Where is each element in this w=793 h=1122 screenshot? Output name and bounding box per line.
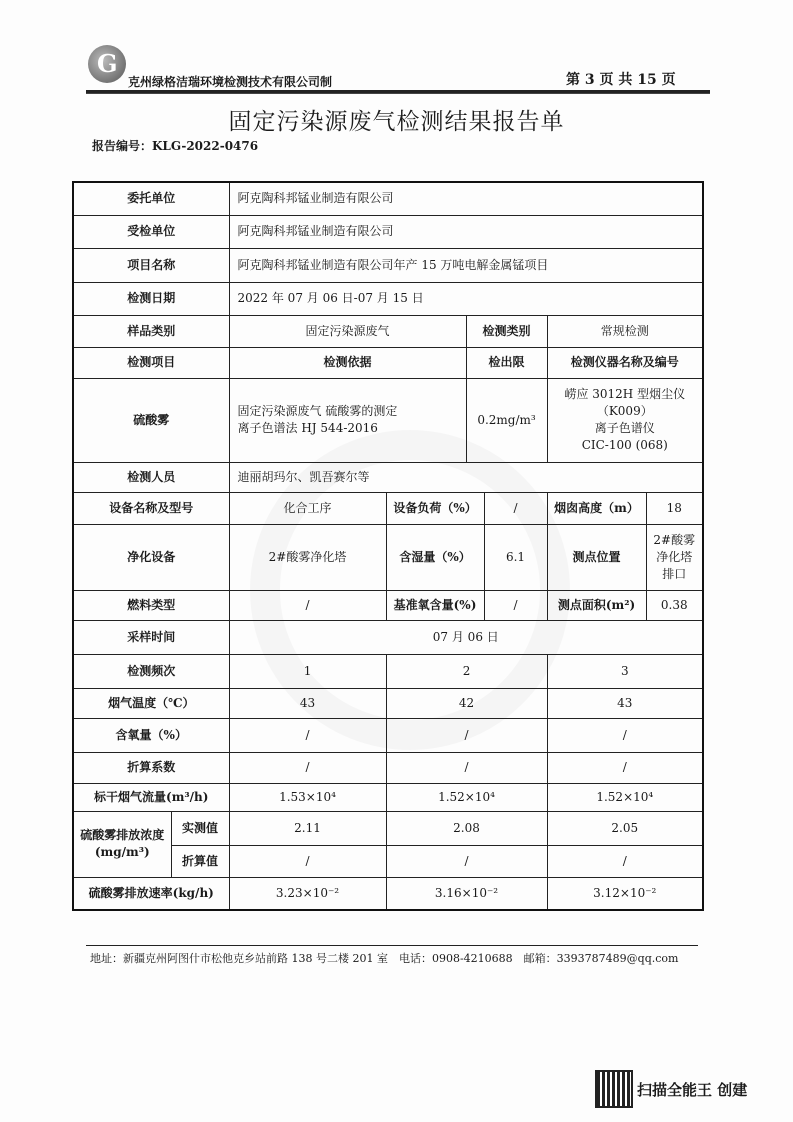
- ref-oxygen-value: /: [484, 590, 547, 620]
- area-label: 测点面积(m²): [547, 590, 646, 620]
- project-label: 项目名称: [73, 248, 229, 282]
- flow-value: 1.52×10⁴: [386, 783, 547, 811]
- measured-value: 2.05: [547, 811, 703, 845]
- header-rule: [86, 90, 710, 94]
- staff-label: 检测人员: [73, 462, 229, 492]
- scanner-watermark: 扫描全能王 创建: [637, 1081, 748, 1099]
- load-value: /: [484, 492, 547, 524]
- sampling-time-value: 07 月 06 日: [229, 620, 703, 654]
- project-value: 阿克陶科邦锰业制造有限公司年产 15 万吨电解金属锰项目: [229, 248, 703, 282]
- page-number: 第 3 页 共 15 页: [566, 72, 676, 88]
- ref-oxygen-label: 基准氧含量(%): [386, 590, 484, 620]
- stack-height-value: 18: [646, 492, 703, 524]
- moisture-label: 含湿量（%）: [386, 524, 484, 590]
- converted-value: /: [386, 845, 547, 877]
- fuel-label: 燃料类型: [73, 590, 229, 620]
- qr-code-icon: [595, 1070, 633, 1108]
- rate-value: 3.12×10⁻²: [547, 877, 703, 910]
- footer-rule: [86, 945, 698, 946]
- sampling-time-label: 采样时间: [73, 620, 229, 654]
- date-label: 检测日期: [73, 282, 229, 315]
- freq-value: 1: [229, 654, 386, 688]
- flow-value: 1.52×10⁴: [547, 783, 703, 811]
- report-number: 报告编号：KLG-2022-0476: [92, 139, 259, 153]
- instrument-label: 检测仪器名称及编号: [547, 347, 703, 378]
- temp-label: 烟气温度（℃）: [73, 688, 229, 718]
- logo-letter: G: [97, 49, 118, 78]
- equipment-label: 设备名称及型号: [73, 492, 229, 524]
- oxygen-label: 含氧量（%）: [73, 718, 229, 752]
- factor-label: 折算系数: [73, 752, 229, 783]
- inspected-label: 受检单位: [73, 215, 229, 248]
- instrument-line: 崂应 3012H 型烟尘仪: [564, 387, 686, 401]
- factor-value: /: [386, 752, 547, 783]
- staff-value: 迪丽胡玛尔、凯吾赛尔等: [229, 462, 703, 492]
- oxygen-value: /: [229, 718, 386, 752]
- converted-label: 折算值: [171, 845, 229, 877]
- oxygen-value: /: [386, 718, 547, 752]
- stack-height-label: 烟囱高度（m）: [547, 492, 646, 524]
- area-value: 0.38: [646, 590, 703, 620]
- instrument-value: [547, 378, 703, 462]
- client-label: 委托单位: [73, 182, 229, 215]
- basis-line: 离子色谱法 HJ 544-2016: [237, 421, 378, 435]
- results-table: [72, 181, 704, 911]
- basis-line: 固定污染源废气 硫酸雾的测定: [237, 404, 398, 418]
- measured-value: 2.11: [229, 811, 386, 845]
- measured-label: 实测值: [171, 811, 229, 845]
- limit-label: 检出限: [466, 347, 547, 378]
- instrument-line: CIC-100 (068): [581, 438, 668, 452]
- temp-value: 42: [386, 688, 547, 718]
- sample-type-value: 固定污染源废气: [229, 315, 466, 347]
- item-label: 检测项目: [73, 347, 229, 378]
- freq-value: 3: [547, 654, 703, 688]
- rate-value: 3.23×10⁻²: [229, 877, 386, 910]
- limit-value: 0.2mg/m³: [466, 378, 547, 462]
- temp-value: 43: [547, 688, 703, 718]
- moisture-value: 6.1: [484, 524, 547, 590]
- basis-label: 检测依据: [229, 347, 466, 378]
- footer-contact: 地址：新疆克州阿图什市松他克乡站前路 138 号二楼 201 室 电话：0908-4210688 邮箱：3393787489@qq.com: [90, 952, 679, 965]
- freq-value: 2: [386, 654, 547, 688]
- oxygen-value: /: [547, 718, 703, 752]
- company-name: 克州绿格洁瑞环境检测技术有限公司制: [128, 75, 333, 89]
- date-value: 2022 年 07 月 06 日-07 月 15 日: [229, 282, 703, 315]
- page-title: 固定污染源废气检测结果报告单: [228, 109, 565, 135]
- factor-value: /: [229, 752, 386, 783]
- conc-label: 硫酸雾排放浓度(mg/m³): [73, 811, 171, 877]
- flow-label: 标干烟气流量(m³/h): [73, 783, 229, 811]
- flow-value: 1.53×10⁴: [229, 783, 386, 811]
- fuel-value: /: [229, 590, 386, 620]
- purifier-value: 2#酸雾净化塔: [229, 524, 386, 590]
- instrument-line: 离子色谱仪: [594, 421, 655, 435]
- basis-value: [229, 378, 466, 462]
- load-label: 设备负荷（%）: [386, 492, 484, 524]
- converted-value: /: [547, 845, 703, 877]
- inspected-value: 阿克陶科邦锰业制造有限公司: [229, 215, 703, 248]
- equipment-value: 化合工序: [229, 492, 386, 524]
- instrument-line: （K009）: [596, 404, 653, 418]
- freq-label: 检测频次: [73, 654, 229, 688]
- company-logo: [88, 45, 126, 83]
- factor-value: /: [547, 752, 703, 783]
- point-label: 测点位置: [547, 524, 646, 590]
- temp-value: 43: [229, 688, 386, 718]
- test-type-value: 常规检测: [547, 315, 703, 347]
- sample-type-label: 样品类别: [73, 315, 229, 347]
- item-value: 硫酸雾: [73, 378, 229, 462]
- measured-value: 2.08: [386, 811, 547, 845]
- client-value: 阿克陶科邦锰业制造有限公司: [229, 182, 703, 215]
- point-value: 2#酸雾净化塔排口: [646, 524, 703, 590]
- test-type-label: 检测类别: [466, 315, 547, 347]
- rate-value: 3.16×10⁻²: [386, 877, 547, 910]
- rate-label: 硫酸雾排放速率(kg/h): [73, 877, 229, 910]
- purifier-label: 净化设备: [73, 524, 229, 590]
- converted-value: /: [229, 845, 386, 877]
